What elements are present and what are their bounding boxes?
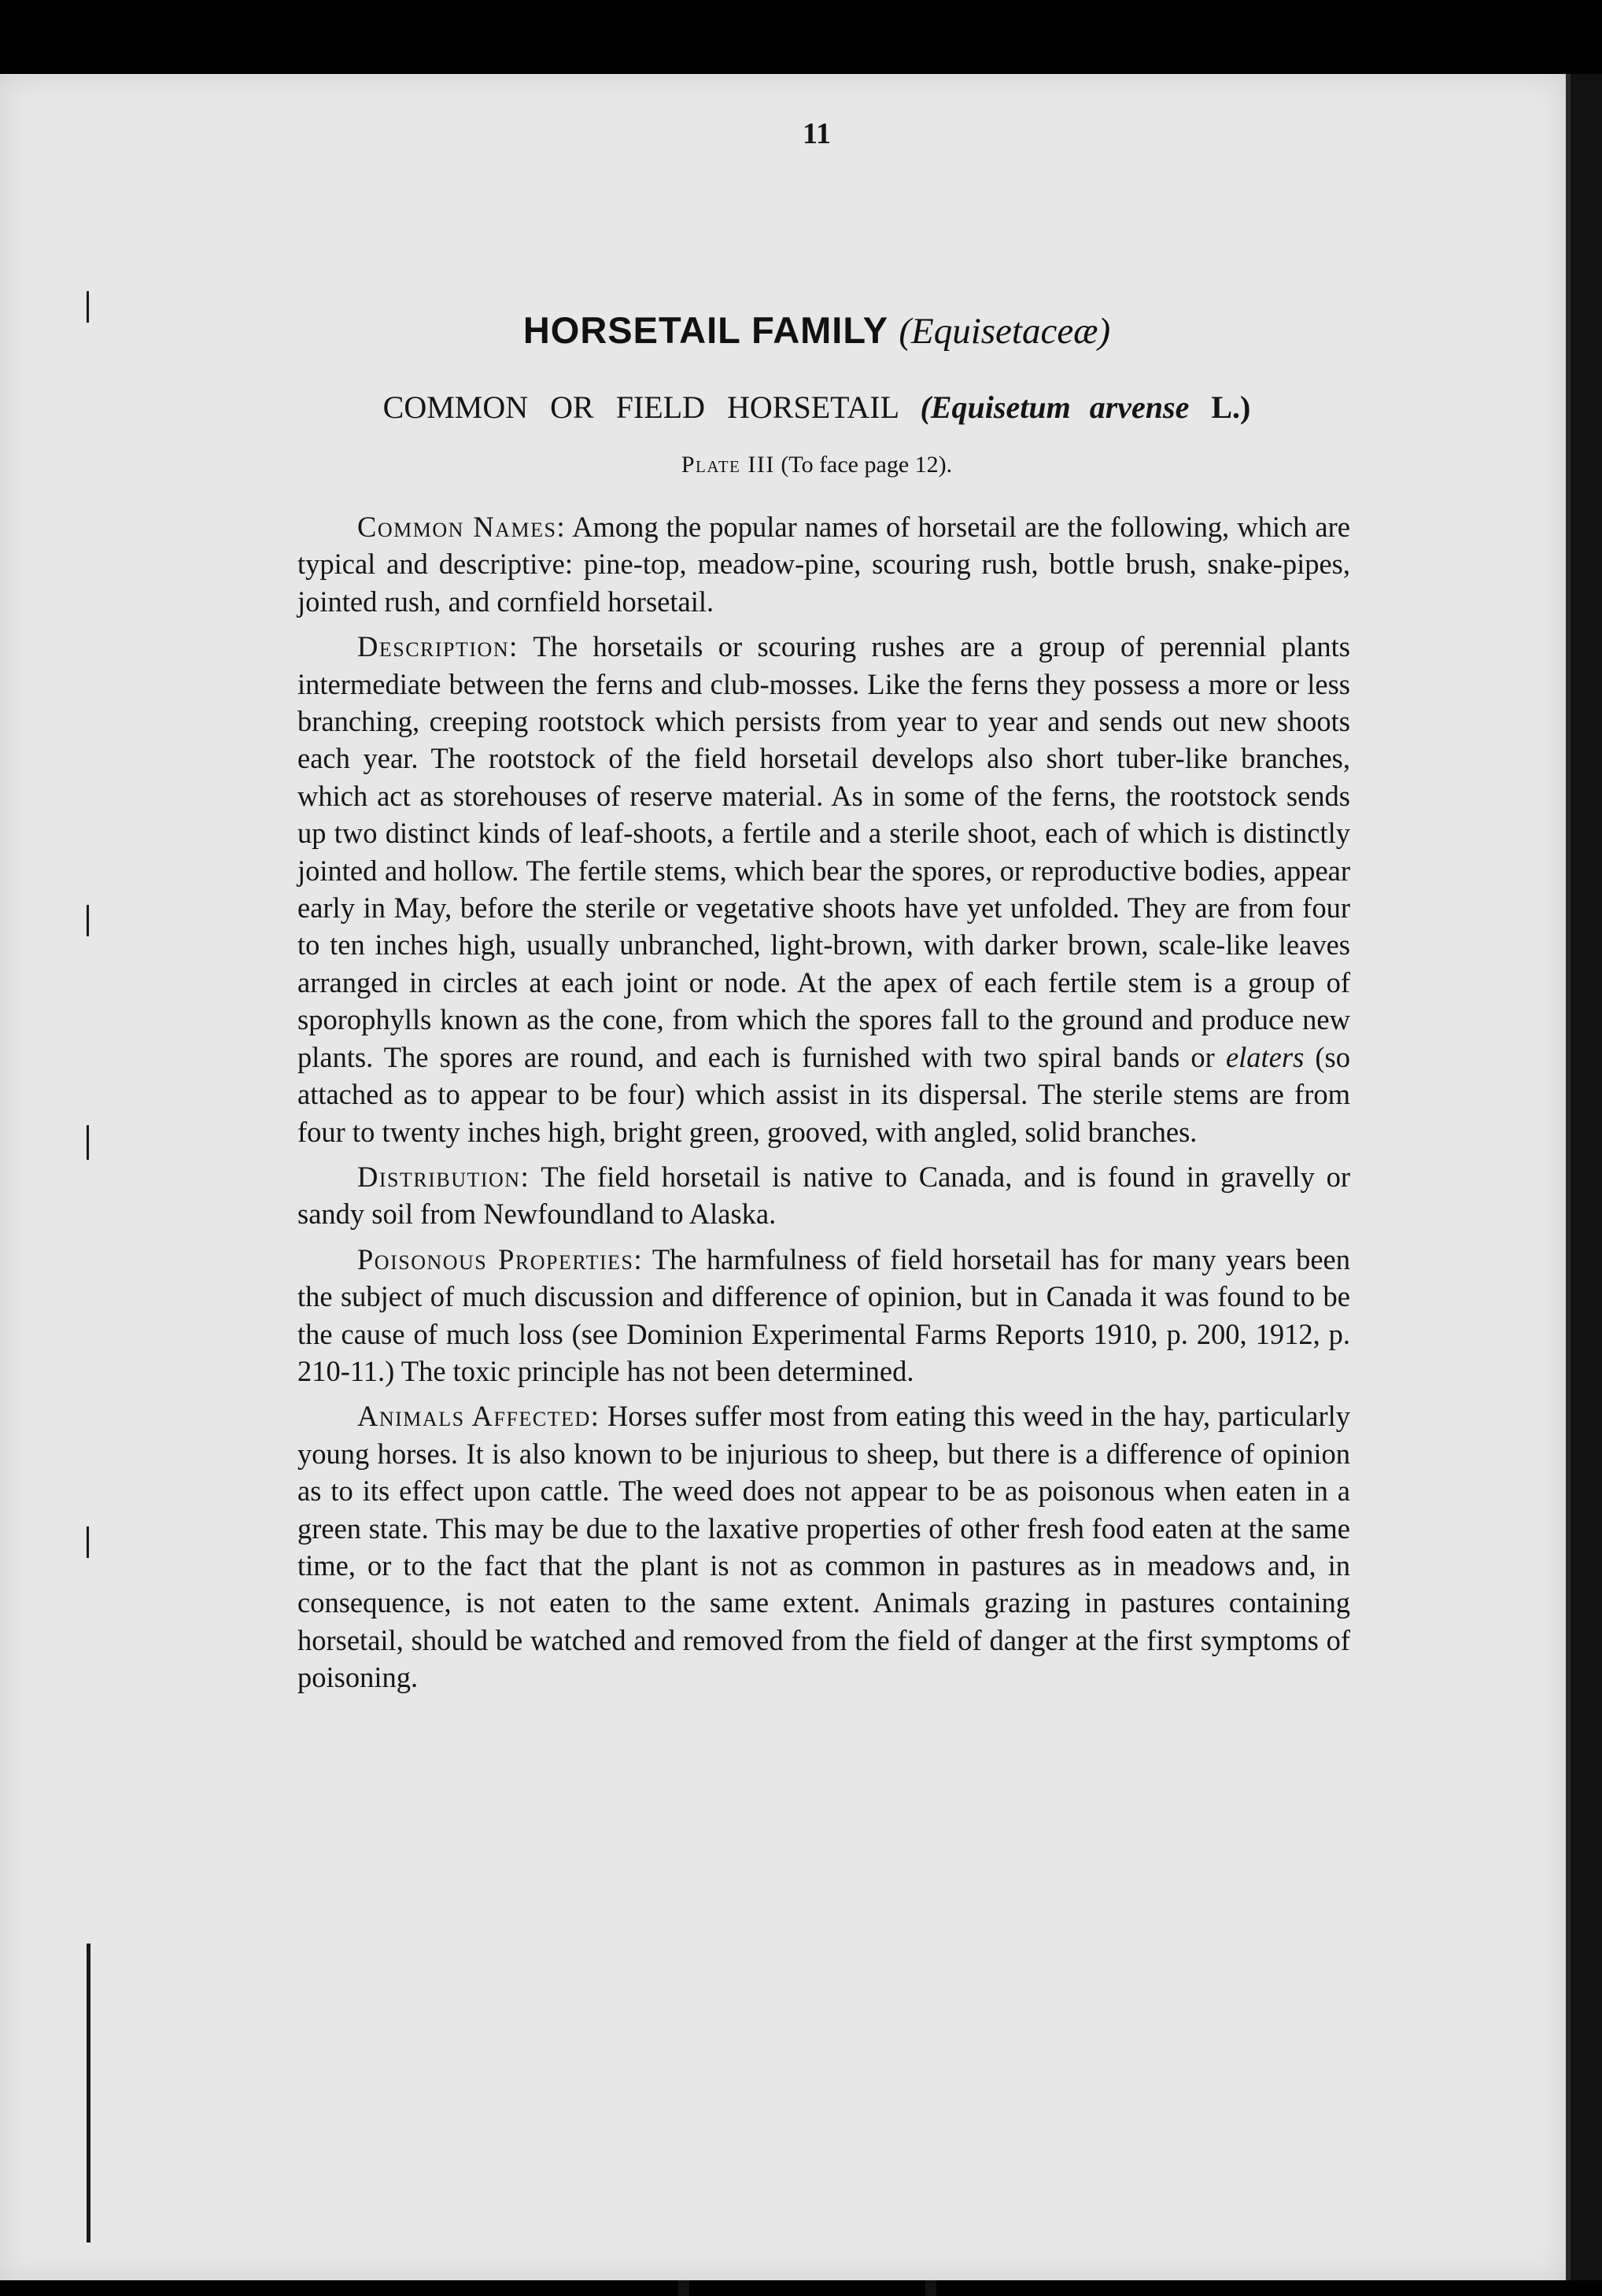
poisonous-properties-paragraph — [297, 1241, 1350, 1390]
distribution-paragraph — [297, 1158, 1350, 1233]
section-label: Description: — [357, 630, 519, 663]
family-heading-text: HORSETAIL FAMILY — [522, 309, 888, 351]
species-heading — [0, 389, 1602, 426]
binding-mark — [87, 1526, 89, 1558]
section-text: Horses suffer most from eating this weed in the hay, particularly young horses. It is also known to be injurious to sheep, but there is a difference of opinion as to its effect upon cattle. The weed does not appear to be as poisonous when eaten in a green state. This may be due to the laxative properties of other fresh food eaten at the same time, or to the fact that the plant is not as common in pastures as in meadows and, in consequence, is not eaten to the same extent. Animals grazing in pastures containing horsetail, should be watched and removed from the field of danger at the first symptoms of poisoning. — [297, 1400, 1351, 1694]
section-text: Among the popular names of horsetail are the following, which are typical and descriptive: pine-top, meadow-pine, scouring rush, bottle brush, snake-pipes, jointed rush, and cornfield horsetail. — [297, 511, 1350, 618]
species-heading-text: COMMON OR FIELD HORSETAIL — [382, 389, 899, 425]
scan-artifact — [925, 2280, 936, 2296]
species-latin-name: (Equisetum arvense — [920, 389, 1190, 425]
binding-mark — [87, 905, 89, 936]
species-authority: L.) — [1211, 389, 1251, 425]
italic-term: elaters — [1225, 1040, 1305, 1073]
binding-mark — [87, 1943, 90, 2242]
plate-reference — [0, 452, 1602, 478]
plate-label: Plate III — [681, 452, 775, 478]
section-text: (so attached as to appear to be four) which assist in its dispersal. The sterile stems are from four to twenty inches high, bright green, grooved, with angled, solid branches. — [297, 1040, 1351, 1148]
page-number: 11 — [803, 117, 831, 150]
binding-mark — [87, 1125, 89, 1160]
family-latin-name: (Equisetaceæ) — [899, 311, 1111, 352]
body-text — [297, 508, 1350, 1704]
plate-note: (To face page 12). — [781, 452, 953, 478]
section-text: The harmfulness of field horsetail has for many years been the subject of much discussion and difference of opinion, but in Canada it was found to be the cause of much loss (see Dominion Experimental Farms Reports 1910, p. 200, 1912, p. 210-11.) The toxic principle has not been determined. — [297, 1242, 1351, 1387]
description-paragraph — [297, 628, 1350, 1150]
section-label: Animals Affected: — [357, 1400, 600, 1433]
section-label: Distribution: — [357, 1160, 530, 1193]
family-heading — [0, 308, 1602, 353]
scan-artifact — [678, 2280, 689, 2296]
section-label: Poisonous Properties: — [357, 1242, 644, 1275]
animals-affected-paragraph — [297, 1397, 1350, 1696]
section-label: Common Names: — [357, 511, 567, 543]
section-text: The horsetails or scouring rushes are a group of perennial plants intermediate between the ferns and club-mosses. Like the ferns they possess a more or less branching, creeping rootstock which persists from year to year and sends out new shoots each year. The rootstock of the field horsetail develops also short tuber-like branches, which act as storehouses of reserve material. As in some of the ferns, the rootstock sends up two distinct kinds of leaf-shoots, a fertile and a sterile shoot, each of which is distinctly jointed and hollow. The fertile stems, which bear the spores, or reproductive bodies, appear early in May, before the sterile or vegetative shoots have yet unfolded. They are from four to ten inches high, usually unbranched, light-brown, with darker brown, scale-like leaves arranged in circles at each joint or node. At the apex of each fertile stem is a group of sporophylls known as the cone, from which the spores fall to the ground and produce new plants. The spores are round, and each is furnished with two spiral bands or — [297, 630, 1350, 1073]
common-names-paragraph — [297, 508, 1350, 620]
section-text: The field horsetail is native to Canada, and is found in gravelly or sandy soil from Newfoundland to Alaska. — [297, 1160, 1351, 1231]
